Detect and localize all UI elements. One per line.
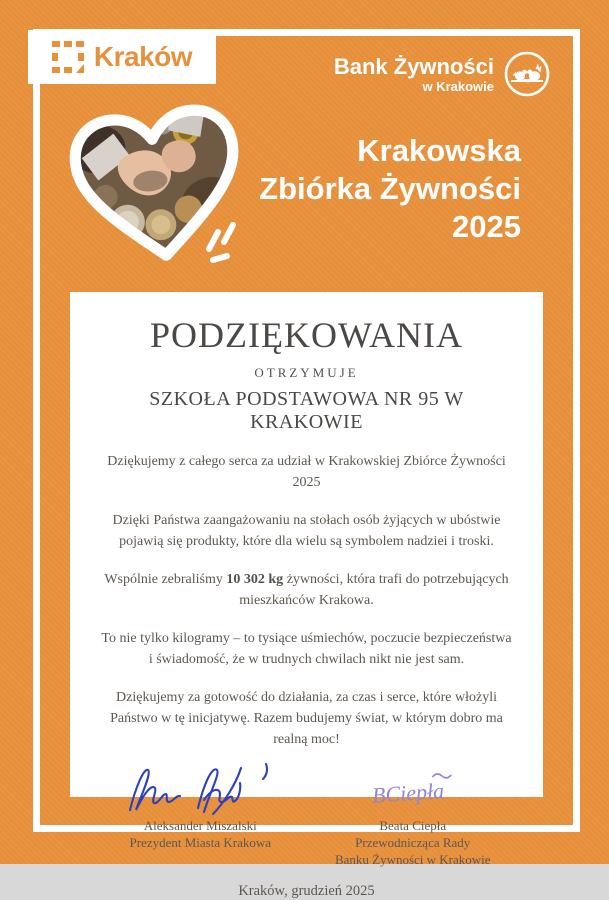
event-title-line1: Krakowska: [357, 133, 521, 168]
bank-name: Bank Żywności: [333, 53, 494, 79]
krakow-wordmark: Kraków: [93, 41, 193, 72]
signatory-left-name: Aleksander Miszalski: [143, 818, 257, 833]
signature-left: [94, 754, 307, 869]
sparkle-dashes-icon: [196, 220, 248, 275]
paragraph-impact: Dzięki Państwa zaangażowaniu na stołach osób żyjących w ubóstwie pojawią się produkty, które dla wielu są symbolem nadziei i troski.: [112, 513, 501, 549]
paragraph-total-after: żywności, która trafi do potrzebujących mieszkańców Krakowa.: [239, 572, 509, 608]
signature-ciepla-text: BCiepła: [370, 777, 445, 808]
krakow-dashed-square-icon: [52, 41, 84, 73]
signatory-left-role: Prezydent Miasta Krakowa: [129, 834, 271, 850]
collected-weight: 10 302 kg: [226, 572, 284, 587]
event-title-year: 2025: [452, 209, 521, 244]
paragraph-intro: Dziękujemy z całego serca za udział w Krakowskiej Zbiórce Żywności 2025: [107, 454, 506, 490]
recipient-name: SZKOŁA PODSTAWOWA NR 95 W KRAKOWIE: [149, 388, 464, 433]
paragraph-total-before: Wspólnie zebraliśmy: [104, 572, 227, 587]
signature-miszalski-handwriting: [120, 756, 280, 818]
signature-ciepla-handwriting: [348, 768, 478, 818]
date-line: Kraków, grudzień 2025: [238, 882, 375, 899]
paragraph-total: [100, 569, 513, 611]
paragraph-meaning: To nie tylko kilogramy – to tysiące uśmiechów, poczucie bezpieczeństwa i świadomość, że w trudnych chwilach nikt nie jest sam.: [101, 631, 512, 667]
certificate-subheading: OTRZYMUJE: [254, 365, 359, 380]
certificate-body: [70, 292, 543, 899]
signatory-right-role1: Przewodnicząca Rady: [355, 834, 471, 850]
certificate-heading: PODZIĘKOWANIA: [150, 315, 463, 355]
krakow-logo-box: [28, 30, 216, 84]
signatory-right-name: Beata Ciepła: [379, 818, 447, 833]
signature-right: [307, 754, 520, 869]
bank-zywnosci-logo: [334, 50, 551, 98]
event-title-line2: Zbiórka Żywności: [259, 171, 521, 206]
event-title: [259, 132, 521, 246]
signatures-row: [94, 754, 519, 869]
foodbank-birds-icon: [503, 50, 551, 98]
bank-location: w Krakowie: [422, 78, 494, 94]
signatory-right-role2: Banku Żywności w Krakowie: [334, 851, 491, 867]
paragraph-thanks: Dziękujemy za gotowość do działania, za czas i serce, które włożyli Państwo w tę inicjatywę. Razem budujemy świat, w którym dobro ma realną moc!: [110, 690, 503, 747]
